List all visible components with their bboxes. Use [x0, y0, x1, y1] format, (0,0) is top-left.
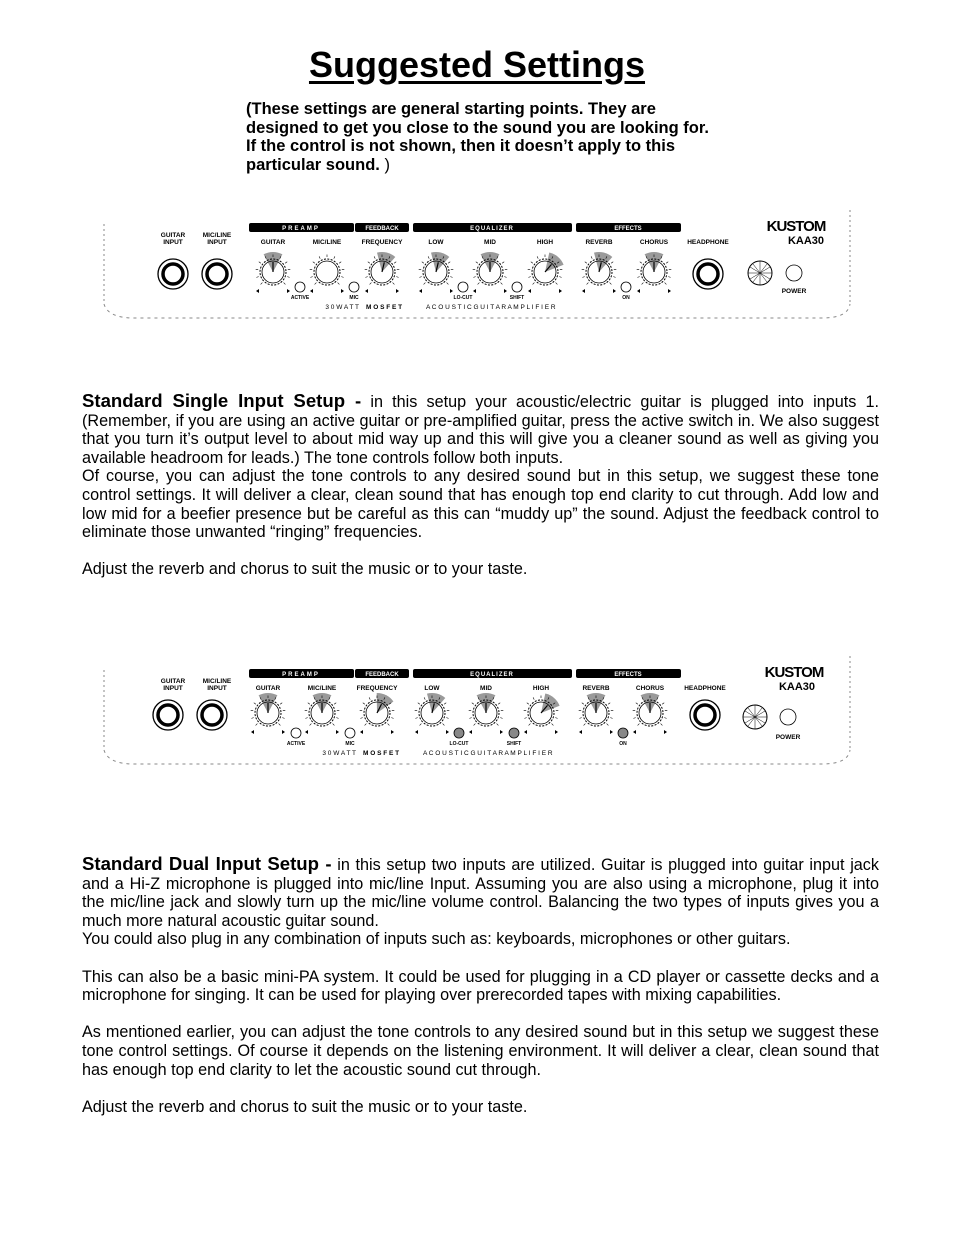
feedback-label: FEEDBACK [365, 672, 399, 678]
tagline-mosfet: M O S F E T [363, 750, 400, 757]
knob-low [415, 693, 450, 734]
reverb-knob-label: REVERB [582, 685, 610, 692]
intro-close: ) [379, 155, 390, 174]
knob-frequency [360, 693, 395, 734]
amp-panel-diagram [104, 210, 852, 322]
low-knob-label: LOW [428, 239, 444, 246]
chorus-knob-label: CHORUS [639, 239, 669, 246]
chorus-knob-label: CHORUS [635, 685, 665, 692]
power-label: POWER [781, 288, 807, 295]
lo-cut-switch [454, 728, 464, 738]
tagline-description: A C O U S T I C G U I T A R A M P L I F I E R [426, 304, 556, 311]
effects-label: EFFECTS [614, 226, 642, 232]
active-switch-label: ACTIVE [290, 295, 310, 301]
mic-line-knob-label: MIC/LINE [312, 239, 342, 246]
knob-mid [473, 252, 508, 293]
power-lamp [743, 705, 767, 729]
single-input-p3: Adjust the reverb and chorus to suit the music or to your taste. [82, 560, 528, 579]
frequency-knob-label: FREQUENCY [361, 239, 403, 246]
mic-input-label: MIC/LINE [202, 232, 232, 239]
headphone-jack [690, 700, 720, 730]
mic-input-label-2: INPUT [207, 239, 227, 246]
intro-note [246, 100, 716, 174]
power-label: POWER [775, 734, 801, 741]
dual-input-heading: Standard Dual Input Setup - [82, 853, 332, 874]
reverb-knob-label: REVERB [585, 239, 613, 246]
knob-low [419, 252, 454, 293]
single-input-section [82, 392, 879, 579]
tagline-watt: 3 0 W A T T [322, 750, 356, 757]
knob-guitar [251, 693, 286, 734]
low-knob-label: LOW [424, 685, 440, 692]
single-input-p2: Of course, you can adjust the tone controls to any desired sound but in this setup, we suggest these tone control settings. It will deliver a clear, clean sound that has enough top end clarity to cut through. Add low and low mid for a beefier presence but be careful as this can “muddy up” the sound. Adjust the feedback control to eliminate those unwanted “ringing” frequencies. [82, 467, 879, 542]
guitar-input-jack [158, 259, 188, 289]
dual-input-p4: As mentioned earlier, you can adjust the tone controls to any desired sound but in this setup we suggest these tone control settings. Of course it depends on the listening environment. It will deliver a clear, clean sound that has enough top end clarity to let the acoustic sound cut through. [82, 1023, 879, 1079]
active-switch-label: ACTIVE [286, 741, 306, 747]
dual-input-p1: in this setup two inputs are utilized. Guitar is plugged into guitar input jack and a Hi-Z microphone is plugged into mic/line Input. Assuming you are also using a microphone, plug it into the mic/line jack and slowly turn up the mic/line volume control. Balancing the two types of inputs gives you a much more natural acoustic guitar sound. [82, 856, 879, 930]
model-label: KAA30 [787, 235, 825, 247]
guitar-input-label-2: INPUT [163, 239, 183, 246]
headphone-label: HEADPHONE [687, 239, 729, 246]
mid-knob-label: MID [484, 239, 496, 246]
single-input-panel [104, 210, 852, 322]
tagline-watt: 3 0 W A T T [325, 304, 359, 311]
mic-line-knob-label: MIC/LINE [307, 685, 337, 692]
knob-high [524, 694, 560, 735]
intro-bold: (These settings are general starting points. They are designed to get you close to the sound you are looking for. If the control is not shown, then it doesn’t apply to this particular sound. [246, 100, 709, 174]
lo-cut-switch-label: LO-CUT [449, 741, 469, 747]
headphone-jack [693, 259, 723, 289]
knob-high [528, 253, 564, 294]
guitar-knob-label: GUITAR [260, 239, 286, 246]
equalizer-label: EQUALIZER [470, 672, 514, 678]
frequency-knob-label: FREQUENCY [356, 685, 398, 692]
mic-switch-label: MIC [349, 295, 359, 301]
effects-on-switch [618, 728, 628, 738]
effects-on-switch-label: ON [622, 295, 630, 301]
effects-on-switch [621, 282, 631, 292]
dual-input-p5: Adjust the reverb and chorus to suit the music or to your taste. [82, 1097, 528, 1116]
power-switch [786, 265, 802, 281]
amp-panel-diagram-2 [104, 656, 852, 768]
power-lamp [748, 261, 772, 285]
lo-cut-switch-label: LO-CUT [453, 295, 473, 301]
knob-mic-line [305, 693, 340, 734]
knob-frequency [365, 252, 400, 293]
mic-input-label: MIC/LINE [202, 678, 232, 685]
shift-switch-label: SHIFT [509, 295, 525, 301]
brand-logo: KUSTOM [766, 218, 826, 235]
mic-line-input-jack [197, 700, 227, 730]
high-knob-label: HIGH [532, 685, 550, 692]
guitar-input-jack [153, 700, 183, 730]
active-switch [295, 282, 305, 292]
knob-reverb [579, 693, 614, 734]
model-label: KAA30 [778, 681, 816, 693]
mic-switch-label: MIC [345, 741, 355, 747]
active-switch [291, 728, 301, 738]
guitar-input-label: GUITAR [160, 678, 186, 685]
knob-guitar [256, 252, 291, 293]
guitar-input-label: GUITAR [160, 232, 186, 239]
dual-input-section [82, 855, 879, 1116]
effects-label: EFFECTS [614, 672, 642, 678]
mic-input-label-2: INPUT [207, 685, 227, 692]
brand-logo: KUSTOM [764, 664, 824, 681]
feedback-label: FEEDBACK [365, 226, 399, 232]
guitar-input-label-2: INPUT [163, 685, 183, 692]
single-input-p1: in this setup your acoustic/electric guitar is plugged into inputs 1. (Remember, if you are using an active guitar or pre-amplified guitar, press the active switch in. We also suggest that you turn it’s output level to about mid way up and this will give you a cleaner sound as well as giving you available headroom for leads.) The tone controls follow both inputs. [82, 393, 879, 467]
shift-switch [509, 728, 519, 738]
effects-on-switch-label: ON [619, 741, 627, 747]
equalizer-label: EQUALIZER [470, 226, 514, 232]
dual-input-p2: You could also plug in any combination of inputs such as: keyboards, microphones or other guitars. [82, 930, 791, 949]
high-knob-label: HIGH [536, 239, 554, 246]
preamp-label: PREAMP [282, 672, 320, 678]
knob-mic-line [310, 255, 345, 294]
headphone-label: HEADPHONE [684, 685, 726, 692]
mic-switch [349, 282, 359, 292]
knob-reverb [582, 252, 617, 293]
tagline-description: A C O U S T I C G U I T A R A M P L I F I E R [423, 750, 553, 757]
mic-line-input-jack [202, 259, 232, 289]
guitar-knob-label: GUITAR [255, 685, 281, 692]
knob-mid [469, 693, 504, 734]
page-title: Suggested Settings [308, 44, 646, 85]
tagline-mosfet: M O S F E T [366, 304, 403, 311]
shift-switch-label: SHIFT [506, 741, 522, 747]
single-input-heading: Standard Single Input Setup - [82, 390, 362, 411]
knob-chorus [633, 693, 668, 734]
power-switch [780, 709, 796, 725]
preamp-label: PREAMP [282, 226, 320, 232]
dual-input-panel [104, 656, 852, 768]
shift-switch [512, 282, 522, 292]
dual-input-p3: This can also be a basic mini-PA system. It could be used for plugging in a CD player or cassette decks and a microphone for singing. It can be used for playing over prerecorded tapes with mixing capabilities. [82, 967, 879, 1005]
mic-switch [345, 728, 355, 738]
knob-chorus [637, 252, 672, 293]
lo-cut-switch [458, 282, 468, 292]
mid-knob-label: MID [480, 685, 492, 692]
